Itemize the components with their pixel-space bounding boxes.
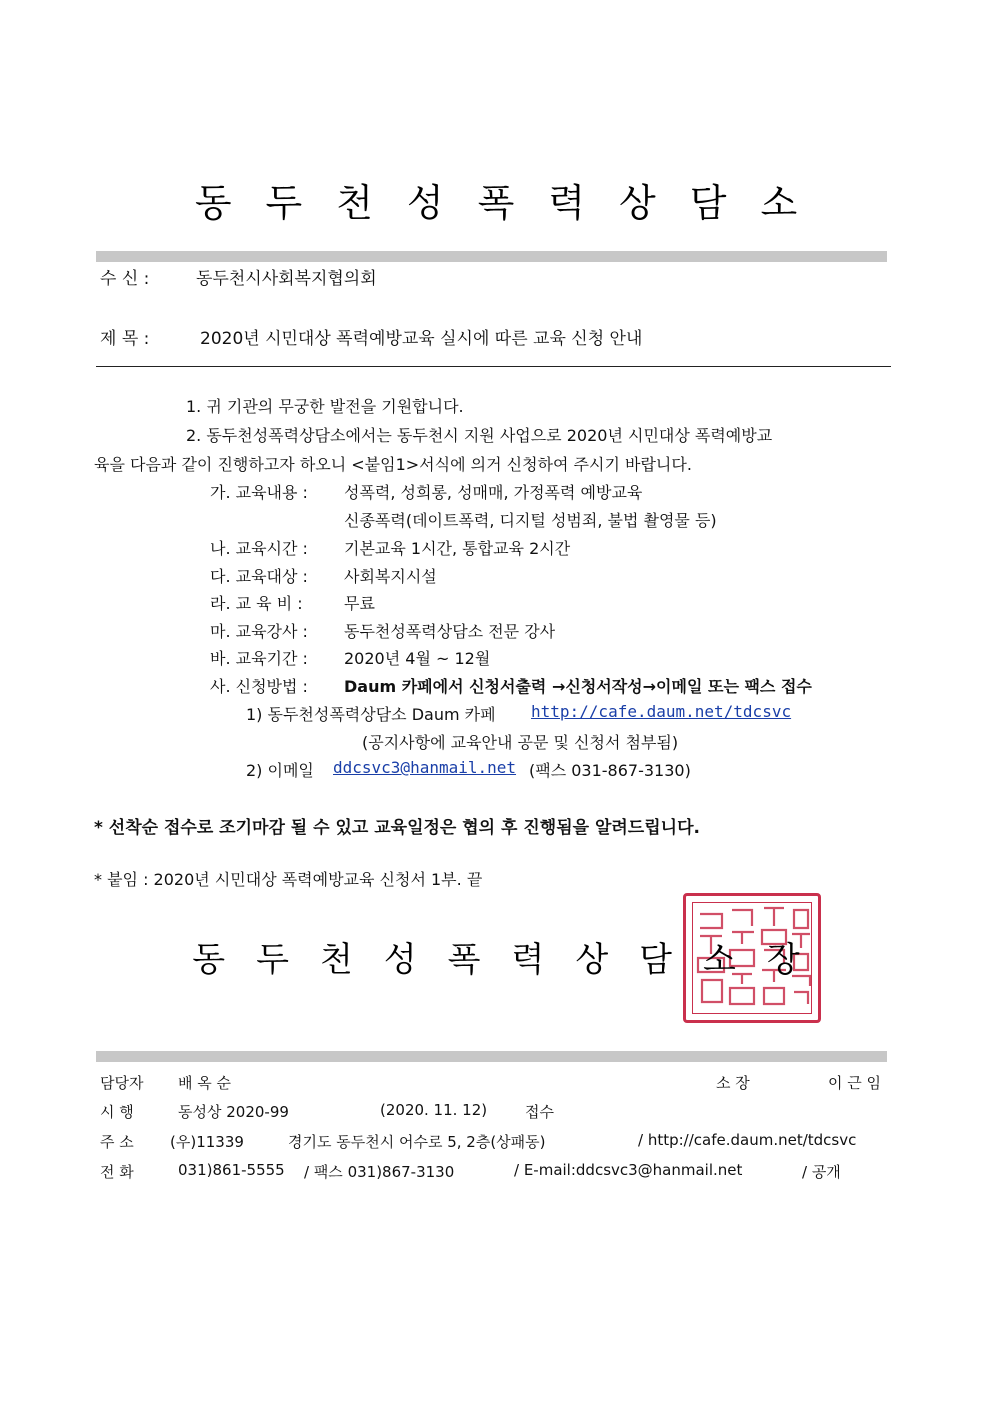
item-label: 라. 교 육 비 :: [210, 594, 303, 613]
signature-name: 동두천성폭력상담소장: [192, 940, 831, 980]
doc-receipt: 접수: [525, 1103, 554, 1121]
item-label: 마. 교육강사 :: [210, 622, 308, 641]
method-1-text: 1) 동두천성폭력상담소 Daum 카페: [246, 705, 496, 724]
doc-label: 시 행: [100, 1103, 134, 1121]
item-label: 바. 교육기간 :: [210, 649, 308, 668]
item-value: 신종폭력(데이트폭력, 디지털 성범죄, 불법 촬영물 등): [344, 511, 717, 530]
fax-info: / 팩스 031)867-3130: [304, 1163, 455, 1181]
address-url: / http://cafe.daum.net/tdcsvc: [638, 1131, 857, 1149]
subject-divider: [96, 366, 891, 367]
item-label: 다. 교육대상 :: [210, 567, 308, 586]
staff-label: 담당자: [100, 1074, 144, 1092]
doc-number: 동성상 2020-99: [178, 1103, 289, 1121]
subject-label: 제 목 :: [100, 329, 150, 349]
paragraph-2-line-2: 육을 다음과 같이 진행하고자 하오니 <붙임1>서식에 의거 신청하여 주시기 바랍니다.: [94, 455, 692, 474]
method-2-text: 2) 이메일: [246, 761, 314, 780]
header-divider: [96, 251, 887, 262]
paragraph-1: 1. 귀 기관의 무궁한 발전을 기원합니다.: [186, 397, 464, 416]
item-label: 사. 신청방법 :: [210, 677, 308, 696]
disclosure-status: / 공개: [802, 1163, 841, 1181]
item-value: 2020년 4월 ~ 12월: [344, 649, 491, 668]
staff-name: 배 옥 순: [178, 1074, 232, 1092]
doc-date: (2020. 11. 12): [380, 1101, 488, 1119]
email-link[interactable]: ddcsvc3@hanmail.net: [333, 758, 517, 777]
item-value: 성폭력, 성희롱, 성매매, 가정폭력 예방교육: [344, 483, 643, 502]
phone-number: 031)861-5555: [178, 1161, 285, 1179]
item-label: 나. 교육시간 :: [210, 539, 308, 558]
application-method-value: Daum 카페에서 신청서출력 →신청서작성→이메일 또는 팩스 접수: [344, 677, 812, 696]
phone-label: 전 화: [100, 1163, 134, 1181]
item-value: 동두천성폭력상담소 전문 강사: [344, 622, 556, 641]
cafe-link[interactable]: http://cafe.daum.net/tdcsvc: [531, 702, 792, 721]
email-info: / E-mail:ddcsvc3@hanmail.net: [514, 1161, 743, 1179]
method-1-note: (공지사항에 교육안내 공문 및 신청서 첨부됨): [362, 733, 679, 752]
notice-text: * 선착순 접수로 조기마감 될 수 있고 교육일정은 협의 후 진행됨을 알려드립니다.: [94, 818, 700, 838]
footer-divider: [96, 1051, 887, 1062]
attachment-text: * 붙임 : 2020년 시민대상 폭력예방교육 신청서 1부. 끝: [94, 870, 483, 889]
item-label: 가. 교육내용 :: [210, 483, 308, 502]
item-value: 사회복지시설: [344, 567, 437, 586]
subject-value: 2020년 시민대상 폭력예방교육 실시에 따른 교육 신청 안내: [200, 329, 643, 349]
address-label: 주 소: [100, 1133, 134, 1151]
organization-title: 동두천성폭력상담소: [194, 181, 832, 225]
item-value: 무료: [344, 594, 375, 613]
paragraph-2-line-1: 2. 동두천성폭력상담소에서는 동두천시 지원 사업으로 2020년 시민대상 폭력예방교: [186, 426, 773, 445]
fax-number: (팩스 031-867-3130): [529, 761, 691, 780]
address-zip: (우)11339: [170, 1133, 244, 1151]
recipient-label: 수 신 :: [100, 269, 150, 289]
head-label: 소 장: [716, 1074, 750, 1092]
recipient-value: 동두천시사회복지협의회: [196, 269, 377, 289]
item-value: 기본교육 1시간, 통합교육 2시간: [344, 539, 571, 558]
address-value: 경기도 동두천시 어수로 5, 2층(상패동): [288, 1133, 546, 1151]
head-name: 이 근 임: [828, 1074, 882, 1092]
